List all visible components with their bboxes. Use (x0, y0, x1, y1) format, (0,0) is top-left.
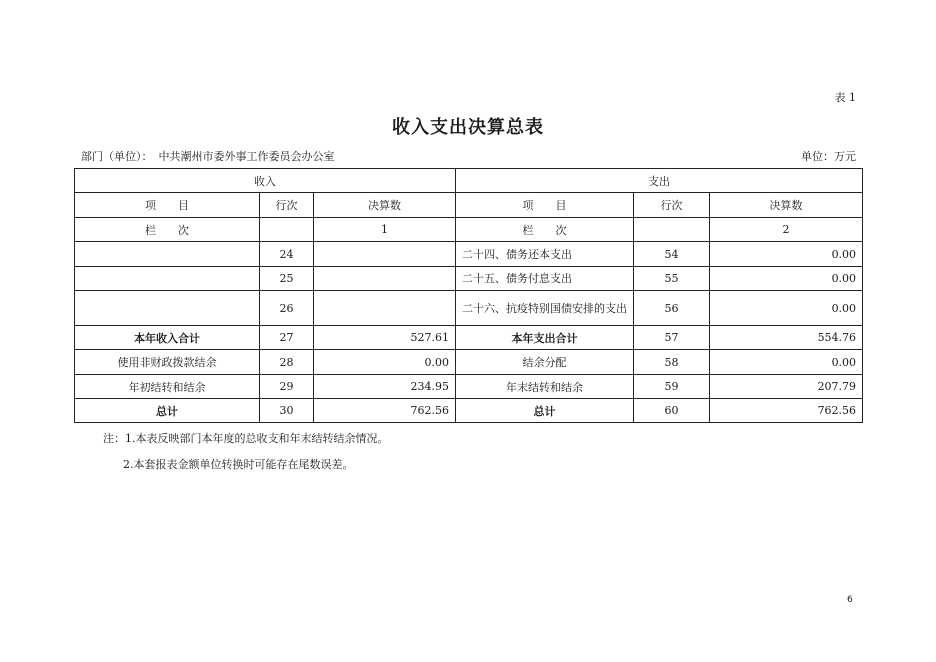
unit-label: 单位：万元 (801, 150, 856, 163)
expense-value: 762.56 (710, 399, 863, 423)
income-item (75, 267, 260, 291)
expense-header: 支出 (456, 169, 863, 193)
income-line: 30 (260, 399, 314, 423)
income-header: 收入 (75, 169, 456, 193)
expense-col-index: 2 (710, 218, 863, 242)
table-number: 表 1 (834, 91, 856, 104)
income-item-header: 项 目 (75, 193, 260, 218)
expense-item: 二十六、抗疫特别国债安排的支出 (456, 291, 634, 326)
table-row (75, 326, 863, 350)
expense-value: 0.00 (710, 242, 863, 267)
expense-item: 总计 (456, 399, 634, 423)
expense-line: 58 (634, 350, 710, 375)
table-row (75, 375, 863, 399)
income-line: 25 (260, 267, 314, 291)
income-lanci-line (260, 218, 314, 242)
total-row (75, 399, 863, 423)
income-value: 0.00 (314, 350, 456, 375)
column-header-row (75, 193, 863, 218)
income-line: 24 (260, 242, 314, 267)
expense-line: 57 (634, 326, 710, 350)
income-line: 27 (260, 326, 314, 350)
income-line-header: 行次 (260, 193, 314, 218)
income-item (75, 291, 260, 326)
expense-line-header: 行次 (634, 193, 710, 218)
income-value (314, 267, 456, 291)
page-title: 收入支出决算总表 (392, 117, 544, 138)
expense-value: 0.00 (710, 267, 863, 291)
income-value: 234.95 (314, 375, 456, 399)
expense-value: 0.00 (710, 291, 863, 326)
table-row (75, 350, 863, 375)
income-value: 762.56 (314, 399, 456, 423)
income-line: 28 (260, 350, 314, 375)
expense-lanci-label: 栏 次 (456, 218, 634, 242)
income-col-index: 1 (314, 218, 456, 242)
expense-line: 60 (634, 399, 710, 423)
expense-line: 54 (634, 242, 710, 267)
column-index-row (75, 218, 863, 242)
expense-line: 59 (634, 375, 710, 399)
expense-line: 55 (634, 267, 710, 291)
expense-item: 二十四、债务还本支出 (456, 242, 634, 267)
expense-value: 207.79 (710, 375, 863, 399)
expense-item: 年末结转和结余 (456, 375, 634, 399)
income-value: 527.61 (314, 326, 456, 350)
page-number: 6 (847, 595, 853, 605)
department-line (81, 148, 335, 164)
note-2: 2.本套报表金额单位转换时可能存在尾数误差。 (123, 458, 354, 471)
income-item: 使用非财政拨款结余 (75, 350, 260, 375)
table-row (75, 242, 863, 267)
expense-amount-header: 决算数 (710, 193, 863, 218)
expense-line: 56 (634, 291, 710, 326)
expense-item-header: 项 目 (456, 193, 634, 218)
income-item: 总计 (75, 399, 260, 423)
note-1: 注：1.本表反映部门本年度的总收支和年末结转结余情况。 (103, 432, 389, 445)
income-amount-header: 决算数 (314, 193, 456, 218)
department-name: 中共潮州市委外事工作委员会办公室 (158, 150, 335, 163)
income-item (75, 242, 260, 267)
department-label: 部门（单位）： (81, 150, 153, 163)
expense-item: 结余分配 (456, 350, 634, 375)
income-item: 本年收入合计 (75, 326, 260, 350)
expense-lanci-line (634, 218, 710, 242)
table-row (75, 267, 863, 291)
expense-item: 二十五、债务付息支出 (456, 267, 634, 291)
income-line: 26 (260, 291, 314, 326)
section-header-row (75, 169, 863, 193)
income-value (314, 242, 456, 267)
income-line: 29 (260, 375, 314, 399)
table-row (75, 291, 863, 326)
expense-value: 554.76 (710, 326, 863, 350)
expense-item: 本年支出合计 (456, 326, 634, 350)
income-lanci-label: 栏 次 (75, 218, 260, 242)
income-item: 年初结转和结余 (75, 375, 260, 399)
income-expense-table (74, 168, 863, 423)
income-value (314, 291, 456, 326)
expense-value: 0.00 (710, 350, 863, 375)
